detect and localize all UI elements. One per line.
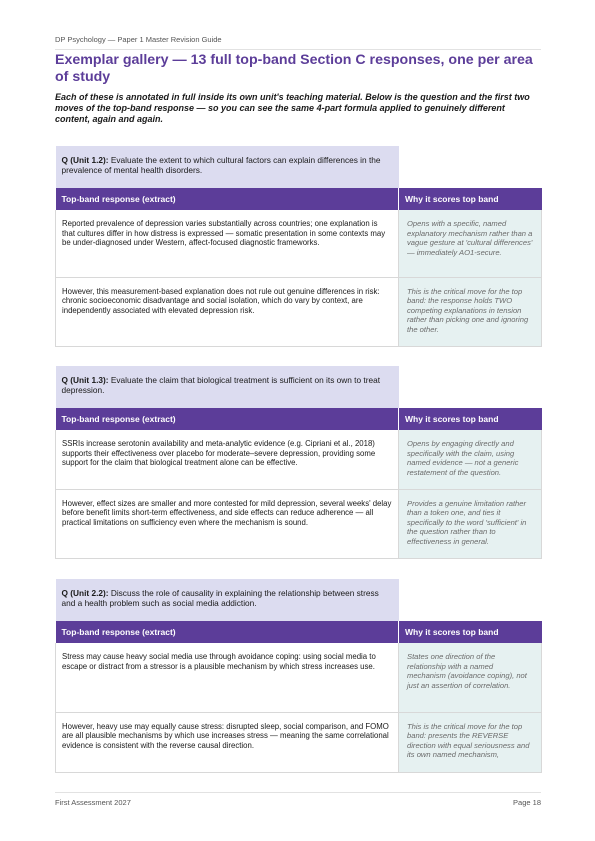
column-header-response: Top-band response (extract) — [56, 188, 399, 210]
footer-edition: First Assessment 2027 — [55, 798, 131, 807]
question-label: Q (Unit 1.2): — [61, 155, 109, 165]
why-cell: Opens by engaging directly and specifically with the claim, using named evidence — not a generic restatement of the question. — [399, 430, 542, 489]
question-label: Q (Unit 2.2): — [61, 588, 109, 598]
why-cell: Provides a genuine limitation rather than a token one, and ties it specifically to the word 'sufficient' in the question rather than to effectiveness in general. — [399, 489, 542, 558]
page-number: Page 18 — [513, 798, 541, 807]
table-row — [56, 489, 542, 558]
page-footer — [55, 792, 541, 807]
question-text: Discuss the role of causality in explaining the relationship between stress and a health problem such as social media addiction. — [61, 588, 379, 609]
question-text: Evaluate the claim that biological treatment is sufficient on its own to treat depression. — [61, 375, 380, 396]
column-header-response: Top-band response (extract) — [56, 621, 399, 643]
response-cell: Reported prevalence of depression varies substantially across countries; one explanation is that cultures differ in how distress is expressed — somatic presentation in some contexts may be under-diagnosed under Western, affect-focused diagnostic frameworks. — [56, 210, 399, 277]
table-row — [56, 277, 542, 346]
why-cell: This is the critical move for the top band: the response holds TWO competing explanations in tension rather than picking one and ignoring the other. — [399, 277, 542, 346]
column-header-response: Top-band response (extract) — [56, 408, 399, 430]
exemplar-table-unit-2-2 — [55, 579, 542, 773]
exemplar-table-unit-1-3 — [55, 366, 542, 559]
column-header-why: Why it scores top band — [399, 621, 542, 643]
running-header: DP Psychology — Paper 1 Master Revision Guide — [55, 35, 541, 50]
response-cell: However, heavy use may equally cause stress: disrupted sleep, social comparison, and FOMO are all plausible mechanisms by which use increases stress — meaning the same correlational evidence is consistent with the reverse causal direction. — [56, 712, 399, 772]
response-cell: Stress may cause heavy social media use through avoidance coping: using social media to escape or distract from a stressor is a plausible mechanism by which stress increases use. — [56, 643, 399, 712]
page-title: Exemplar gallery — 13 full top-band Section C responses, one per area of study — [55, 52, 533, 85]
table-row — [56, 712, 542, 772]
why-cell: Opens with a specific, named explanatory mechanism rather than a vague gesture at 'cultural differences' — immediately AO1-secure. — [399, 210, 542, 277]
question-cell — [56, 146, 399, 188]
table-row — [56, 430, 542, 489]
question-cell — [56, 366, 399, 408]
column-header-why: Why it scores top band — [399, 188, 542, 210]
question-label: Q (Unit 1.3): — [61, 375, 109, 385]
question-text: Evaluate the extent to which cultural factors can explain differences in the prevalence of mental health disorders. — [61, 155, 381, 176]
exemplar-table-unit-1-2 — [55, 146, 542, 347]
why-cell: States one direction of the relationship with a named mechanism (avoidance coping), not just an assertion of correlation. — [399, 643, 542, 712]
table-row — [56, 210, 542, 277]
table-row — [56, 643, 542, 712]
question-cell — [56, 579, 399, 621]
response-cell: However, this measurement-based explanation does not rule out genuine differences in risk: chronic socioeconomic disadvantage and social isolation, which do vary by context, are independently associated with elevated depression risk. — [56, 277, 399, 346]
why-cell: This is the critical move for the top band: presents the REVERSE direction with equal seriousness and its own named mechanism, — [399, 712, 542, 772]
response-cell: SSRIs increase serotonin availability and meta-analytic evidence (e.g. Cipriani et al., 2018) supports their effectiveness over placebo for moderate–severe depression, providing some support for the claim that biological treatment alone can be effective. — [56, 430, 399, 489]
response-cell: However, effect sizes are smaller and more contested for mild depression, several weeks' delay before benefit limits short-term effectiveness, and side effects can reduce adherence — all practical limitations on sufficiency even where the mechanism is sound. — [56, 489, 399, 558]
intro-paragraph: Each of these is annotated in full inside its own unit's teaching material. Below is the question and the first two moves of the top-band response — so you can see the same 4-part formula applied to genuinely different content, again and again. — [55, 92, 530, 124]
column-header-why: Why it scores top band — [399, 408, 542, 430]
